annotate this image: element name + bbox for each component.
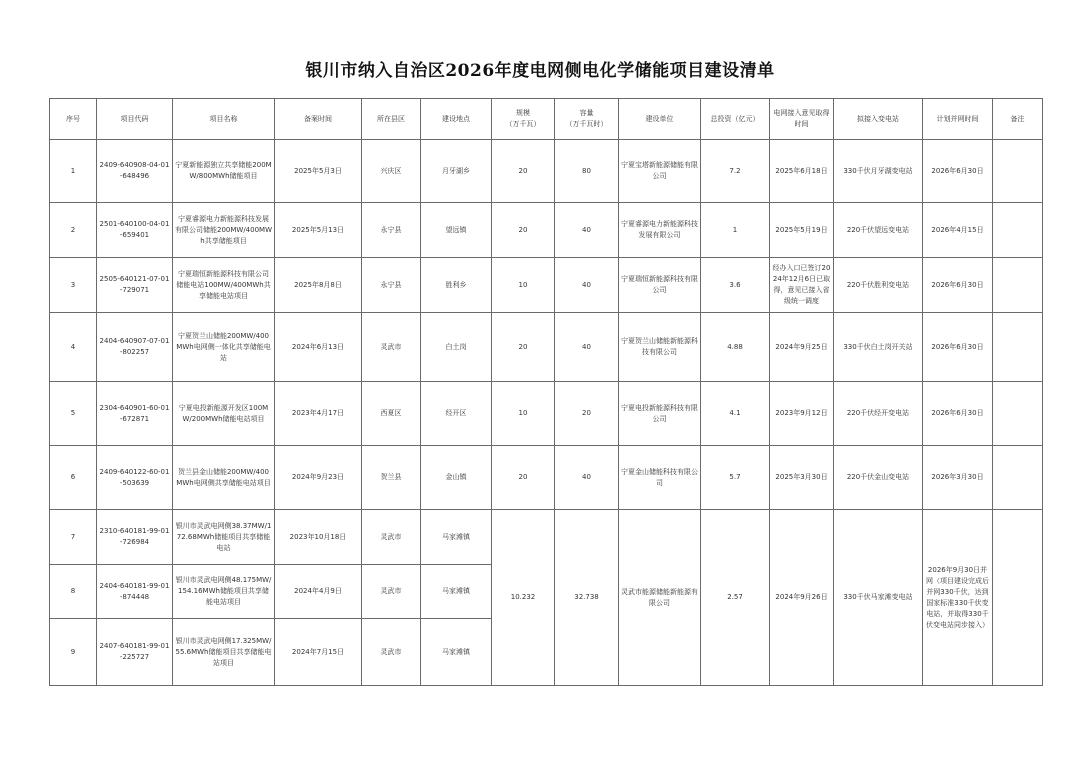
cell-grid: 2025年6月18日: [770, 140, 834, 203]
cell-name: 宁夏新能源独立共享储能200MW/800MWh储能项目: [173, 140, 275, 203]
cell-capacity: 40: [555, 446, 619, 510]
table-row: [50, 203, 1043, 258]
cell-note: [993, 258, 1043, 313]
cell-name: 宁夏瑞恒新能源科技有限公司储能电站100MW/400MWh共享储能电站项目: [173, 258, 275, 313]
cell-filed: 2025年5月3日: [275, 140, 362, 203]
cell-code: 2407-640181-99-01-225727: [97, 619, 173, 686]
cell-grid: 2025年5月19日: [770, 203, 834, 258]
cell-code: 2310-640181-99-01-726984: [97, 510, 173, 565]
cell-invest: 4.88: [701, 313, 770, 382]
cell-plan: 2026年4月15日: [923, 203, 993, 258]
cell-name: 银川市灵武电网侧17.325MW/55.6MWh储能项目共享储能电站项目: [173, 619, 275, 686]
cell-county: 永宁县: [362, 258, 421, 313]
cell-scale: 20: [492, 203, 555, 258]
cell-county: 灵武市: [362, 510, 421, 565]
cell-scale: 20: [492, 313, 555, 382]
cell-plan: 2026年6月30日: [923, 382, 993, 446]
cell-substation: 330千伏月牙湖变电站: [834, 140, 923, 203]
cell-name: 宁夏贺兰山储能200MW/400MWh电网侧一体化共享储能电站: [173, 313, 275, 382]
cell-invest: 4.1: [701, 382, 770, 446]
cell-plan: 2026年6月30日: [923, 140, 993, 203]
table-row: [50, 258, 1043, 313]
table-row: [50, 313, 1043, 382]
cell-builder: 宁夏金山储能科技有限公司: [619, 446, 701, 510]
cell-no: 2: [50, 203, 97, 258]
cell-code: 2404-640181-99-01-874448: [97, 565, 173, 619]
header-note: 备注: [993, 99, 1043, 140]
cell-county: 西夏区: [362, 382, 421, 446]
cell-plan: 2026年3月30日: [923, 446, 993, 510]
cell-builder: 宁夏睿源电力新能源科技发展有限公司: [619, 203, 701, 258]
table-row: [50, 140, 1043, 203]
cell-capacity: 40: [555, 313, 619, 382]
cell-filed: 2023年10月18日: [275, 510, 362, 565]
header-grid: 电网接入意见取得时间: [770, 99, 834, 140]
cell-note: [993, 313, 1043, 382]
header-invest: 总投资（亿元）: [701, 99, 770, 140]
cell-site: 金山镇: [421, 446, 492, 510]
cell-filed: 2024年6月13日: [275, 313, 362, 382]
cell-plan: 2026年6月30日: [923, 258, 993, 313]
cell-site: 白土岗: [421, 313, 492, 382]
cell-no: 9: [50, 619, 97, 686]
cell-grid: 2024年9月25日: [770, 313, 834, 382]
cell-county: 兴庆区: [362, 140, 421, 203]
cell-county: 永宁县: [362, 203, 421, 258]
cell-capacity: 40: [555, 258, 619, 313]
cell-capacity: 40: [555, 203, 619, 258]
cell-site: 胜利乡: [421, 258, 492, 313]
cell-builder: 宁夏贺兰山储能新能源科技有限公司: [619, 313, 701, 382]
group-cell-plan: 2026年9月30日并网（项目建设完成后并网330千伏，达到国家标准330千伏变电站，并取得330千伏变电站同步接入）: [923, 510, 993, 686]
cell-site: 马家滩镇: [421, 510, 492, 565]
table-row: [50, 382, 1043, 446]
header-name: 项目名称: [173, 99, 275, 140]
cell-substation: 220千伏胜利变电站: [834, 258, 923, 313]
cell-substation: 220千伏金山变电站: [834, 446, 923, 510]
cell-no: 1: [50, 140, 97, 203]
header-capacity: 容量 （万千瓦时）: [555, 99, 619, 140]
cell-invest: 5.7: [701, 446, 770, 510]
header-scale: 规模 （万千瓦）: [492, 99, 555, 140]
cell-code: 2409-640908-04-01-648496: [97, 140, 173, 203]
cell-builder: 宁夏电投新能源科技有限公司: [619, 382, 701, 446]
cell-county: 贺兰县: [362, 446, 421, 510]
cell-note: [993, 140, 1043, 203]
cell-filed: 2025年5月13日: [275, 203, 362, 258]
cell-note: [993, 446, 1043, 510]
cell-substation: 330千伏白土岗开关站: [834, 313, 923, 382]
cell-note: [993, 203, 1043, 258]
group-cell-note: [993, 510, 1043, 686]
cell-code: 2409-640122-60-01-503639: [97, 446, 173, 510]
cell-site: 月牙湖乡: [421, 140, 492, 203]
cell-scale: 10: [492, 258, 555, 313]
cell-site: 马家滩镇: [421, 565, 492, 619]
cell-invest: 3.6: [701, 258, 770, 313]
document-title: 银川市纳入自治区2026年度电网侧电化学储能项目建设清单: [305, 61, 775, 81]
cell-filed: 2025年8月8日: [275, 258, 362, 313]
cell-note: [993, 382, 1043, 446]
cell-site: 望远镇: [421, 203, 492, 258]
group-cell-substation: 330千伏马家滩变电站: [834, 510, 923, 686]
group-cell-scale: 10.232: [492, 510, 555, 686]
group-cell-builder: 灵武市能源储能新能源有限公司: [619, 510, 701, 686]
header-site: 建设地点: [421, 99, 492, 140]
project-table: [49, 98, 1043, 686]
cell-capacity: 20: [555, 382, 619, 446]
cell-site: 经开区: [421, 382, 492, 446]
cell-filed: 2024年9月23日: [275, 446, 362, 510]
cell-builder: 宁夏宝塔新能源储能有限公司: [619, 140, 701, 203]
cell-capacity: 80: [555, 140, 619, 203]
cell-code: 2501-640100-04-01-659401: [97, 203, 173, 258]
cell-code: 2505-640121-07-01-729071: [97, 258, 173, 313]
cell-scale: 10: [492, 382, 555, 446]
header-code: 项目代码: [97, 99, 173, 140]
cell-name: 贺兰县金山储能200MW/400MWh电网侧共享储能电站项目: [173, 446, 275, 510]
cell-name: 宁夏睿源电力新能源科技发展有限公司储能200MW/400MWh共享储能项目: [173, 203, 275, 258]
table-row: [50, 446, 1043, 510]
cell-substation: 220千伏望远变电站: [834, 203, 923, 258]
header-no: 序号: [50, 99, 97, 140]
cell-filed: 2024年7月15日: [275, 619, 362, 686]
cell-plan: 2026年6月30日: [923, 313, 993, 382]
cell-no: 5: [50, 382, 97, 446]
header-plan: 计划并网时间: [923, 99, 993, 140]
group-cell-invest: 2.57: [701, 510, 770, 686]
cell-scale: 20: [492, 446, 555, 510]
header-builder: 建设单位: [619, 99, 701, 140]
cell-invest: 7.2: [701, 140, 770, 203]
cell-no: 7: [50, 510, 97, 565]
cell-grid: 经办入口已签订2024年12月6日已取得，意见已接入省级统一调度: [770, 258, 834, 313]
cell-invest: 1: [701, 203, 770, 258]
cell-no: 3: [50, 258, 97, 313]
cell-name: 银川市灵武电网侧38.37MW/172.68MWh储能项目共享储能电站: [173, 510, 275, 565]
header-substation: 拟接入变电站: [834, 99, 923, 140]
cell-no: 8: [50, 565, 97, 619]
cell-site: 马家滩镇: [421, 619, 492, 686]
cell-filed: 2024年4月9日: [275, 565, 362, 619]
cell-county: 灵武市: [362, 313, 421, 382]
header-county: 所在县区: [362, 99, 421, 140]
group-cell-grid: 2024年9月26日: [770, 510, 834, 686]
cell-no: 4: [50, 313, 97, 382]
cell-name: 宁夏电投新能源开发区100MW/200MWh储能电站项目: [173, 382, 275, 446]
group-cell-capacity: 32.738: [555, 510, 619, 686]
cell-grid: 2025年3月30日: [770, 446, 834, 510]
cell-code: 2304-640901-60-01-672871: [97, 382, 173, 446]
cell-name: 银川市灵武电网侧48.175MW/154.16MWh储能项目共享储能电站项目: [173, 565, 275, 619]
header-row: [50, 99, 1043, 140]
cell-substation: 220千伏经开变电站: [834, 382, 923, 446]
cell-filed: 2023年4月17日: [275, 382, 362, 446]
cell-no: 6: [50, 446, 97, 510]
cell-builder: 宁夏瑞恒新能源科技有限公司: [619, 258, 701, 313]
cell-scale: 20: [492, 140, 555, 203]
cell-county: 灵武市: [362, 565, 421, 619]
cell-code: 2404-640907-07-01-802257: [97, 313, 173, 382]
cell-grid: 2023年9月12日: [770, 382, 834, 446]
cell-county: 灵武市: [362, 619, 421, 686]
table-row: [50, 510, 1043, 565]
header-filed: 备案时间: [275, 99, 362, 140]
